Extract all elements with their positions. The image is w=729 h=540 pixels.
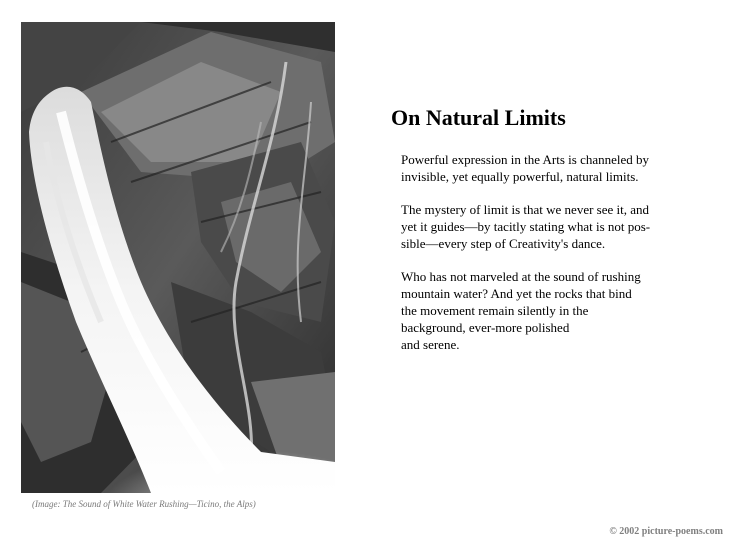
poem-body <box>401 151 681 369</box>
paragraph-1: Powerful expression in the Arts is channeled by invisible, yet equally powerful, natural limits. <box>401 152 650 184</box>
image-caption: (Image: The Sound of White Water Rushing—Ticino, the Alps) <box>32 499 256 509</box>
page-title: On Natural Limits <box>391 105 566 130</box>
waterfall-photo <box>21 22 335 493</box>
copyright-notice: © 2002 picture-poems.com <box>609 526 723 537</box>
paragraph-2: The mystery of limit is that we never see it, and yet it guides—by tacitly stating what is not pos- sible—every step of Creativity's dance. <box>401 202 651 251</box>
paragraph-3: Who has not marveled at the sound of rushing mountain water? And yet the rocks that bind the movement remain silently in the background, ever-more polished and serene. <box>401 269 641 352</box>
